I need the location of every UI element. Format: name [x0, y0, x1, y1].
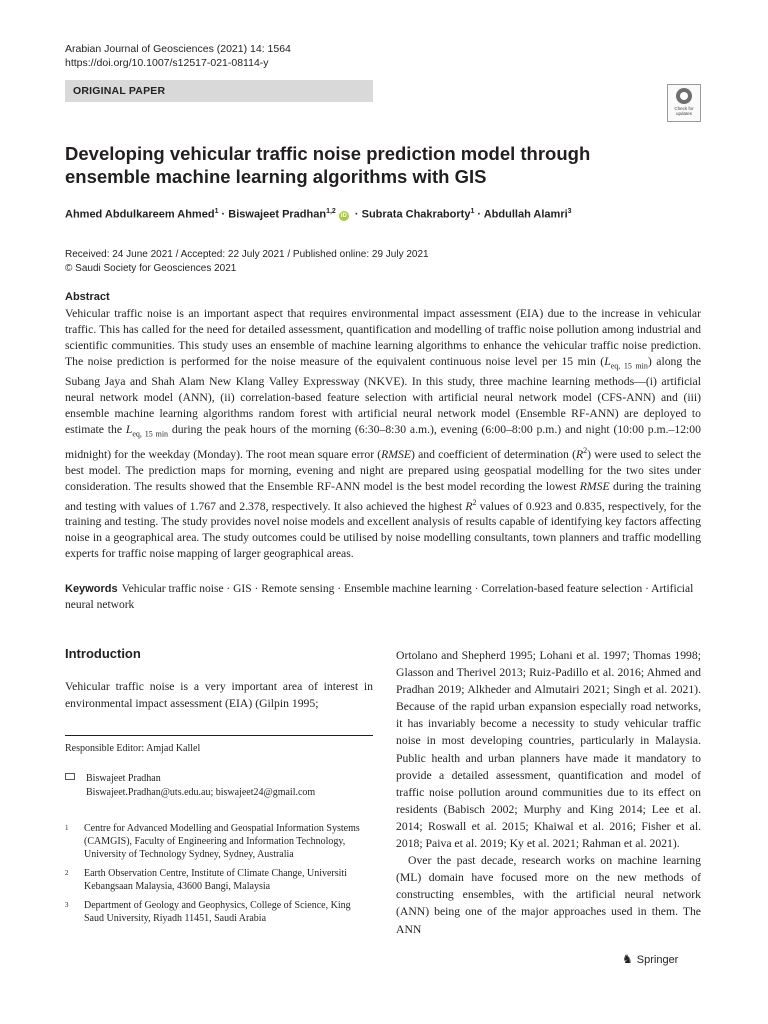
affiliation-text: Earth Observation Centre, Institute of Climate Change, Universiti Kebangsaan Malaysia, 43600 Bangi, Malaysia [84, 868, 347, 892]
leq-subscript: eq, 15 min [610, 361, 648, 371]
paper-title: Developing vehicular traffic noise prediction model through ensemble machine learning algorithms with GIS [65, 143, 591, 187]
introduction-heading: Introduction [65, 646, 141, 661]
abstract-text: values of 0.923 and 0.835, respectively, for the training and testing. The study provides novel noise models and excellent analysis of results capable of identifying key factors affecting noise in a geographical area. The study outcomes could be utilised by noise modelling consultants, town planners and traffic modelling experts for traffic noise mapping of larger geographical areas. [65, 499, 702, 561]
footnote-divider [65, 735, 373, 736]
publication-dates [65, 248, 429, 276]
author-separator: · [354, 208, 359, 221]
updates-circle [676, 88, 692, 104]
affiliation-number: 2 [65, 869, 69, 877]
orcid-icon[interactable]: iD [340, 212, 347, 219]
author-name[interactable]: Biswajeet Pradhan [228, 208, 327, 221]
corresponding-email[interactable]: Biswajeet.Pradhan@uts.edu.au; biswajeet24@gmail.com [86, 787, 316, 798]
intro-paragraph: Vehicular traffic noise is a very important area of interest in environmental impact assessment (EIA) (Gilpin 1995; [65, 680, 373, 711]
journal-citation: Arabian Journal of Geosciences (2021) 14: 1564 [65, 43, 291, 55]
doi-link[interactable]: https://doi.org/10.1007/s12517-021-08114-y [65, 57, 269, 69]
leq-symbol: L [125, 423, 133, 437]
affiliation-number: 3 [65, 901, 69, 909]
abstract-text: ) along the Subang Jaya and Shah Alam New Klang Valley Expressway (NKVE). In this study, three machine learning methods—(i) artificial neural network model (ANN), (ii) correlation-based feature selection with artificial neural network model (CFS-ANN) and (iii) ensemble machine learning algorithms random forest with artificial neural network model (Ensemble RF-ANN) are deployed to estimate the [65, 355, 702, 437]
affiliation-item [65, 822, 373, 861]
paper-type-badge: ORIGINAL PAPER [65, 80, 373, 102]
check-for-updates-icon[interactable] [667, 84, 701, 122]
corresponding-author: Biswajeet Pradhan [86, 773, 161, 784]
intro-paragraph: Ortolano and Shepherd 1995; Lohani et al. 1997; Thomas 1998; Glasson and Therivel 2013; Ruiz-Padillo et al. 2016; Ahmed and Pradhan 2019; Alkheder and Almutairi 2021; Singh et al. 2021). Because of the rapid urban expansion especially road networks, it has invariably become a necessity to study vehicular traffic noise in most developing countries, particularly in Malaysia. Public health and urban planners have made it mandatory to provide a detailed assessment, quantification and model of traffic noise pollution around communities due to its effect on residents (Babisch 2002; Murphy and King 2014; Lee et al. 2014; Roswall et al. 2015; Khaiwal et al. 2016; Fisher et al. 2018; Paiva et al. 2019; Ky et al. 2021; Rahman et al. 2021). [396, 649, 701, 851]
abstract-text: during the training and testing with values of 1.767 and 2.378, respectively. It also achieved the highest [65, 479, 701, 513]
left-column-text [65, 678, 373, 712]
affiliation-text: Centre for Advanced Modelling and Geospatial Information Systems (CAMGIS), Faculty of Engineering and Information Technology, University of Technology Sydney, Sydney, Australia [84, 823, 360, 860]
author-name[interactable]: Ahmed Abdulkareem Ahmed [65, 208, 215, 221]
rmse-term: RMSE [381, 447, 412, 461]
abstract-paragraph [65, 306, 701, 562]
dates-line: Received: 24 June 2021 / Accepted: 22 July 2021 / Published online: 29 July 2021 [65, 249, 429, 260]
author-affiliation: 3 [567, 208, 572, 215]
r-squared-exponent: 2 [472, 497, 477, 507]
springer-horse-icon: ♞ [622, 952, 633, 966]
author-list [65, 208, 572, 221]
envelope-icon [65, 773, 75, 780]
abstract-body [65, 306, 701, 562]
keywords-text: Vehicular traffic noise · GIS · Remote sensing · Ensemble machine learning · Correlation-based feature selection · Artificial neural network [65, 583, 694, 611]
abstract-text: ) and coefficient of determination ( [411, 447, 576, 461]
responsible-editor: Responsible Editor: Amjad Kallel [65, 743, 201, 754]
journal-header [65, 42, 291, 70]
author-affiliation: 1 [470, 208, 475, 215]
r-squared-symbol: R [575, 447, 584, 461]
author-separator: · [221, 208, 226, 221]
author-name[interactable]: Subrata Chakraborty [361, 208, 471, 221]
intro-paragraph: Over the past decade, research works on machine learning (ML) domain have focused more on the new methods of constructing ensembles, with the artificial neural network (ANN) being one of the major approaches used in them. The ANN [396, 854, 701, 936]
author-separator: · [477, 208, 482, 221]
keywords-label: Keywords [65, 583, 118, 595]
keywords [65, 581, 705, 613]
rmse-term: RMSE [579, 479, 610, 493]
author-affiliation: 1 [214, 208, 219, 215]
affiliation-number: 1 [65, 824, 69, 832]
check-for-updates-label: Check for updates [674, 106, 694, 116]
publisher-name: Springer [636, 954, 679, 966]
copyright-line: © Saudi Society for Geosciences 2021 [65, 263, 237, 274]
abstract-text: during the peak hours of the morning (6:30–8:30 a.m.), evening (6:00–8:00 p.m.) and night (10:00 p.m.–12:00 midnight) for the weekday (Monday). The root mean square error ( [65, 423, 701, 461]
leq-symbol: L [604, 355, 611, 368]
right-column-text [396, 647, 701, 938]
r-squared-symbol: R [465, 499, 473, 513]
author-name[interactable]: Abdullah Alamri [483, 208, 568, 221]
author-affiliation: 1,2 [326, 208, 336, 215]
abstract-text: Vehicular traffic noise is an important aspect that requires environmental impact assessment (EIA) due to the increase in vehicular traffic. This has called for the need for detailed assessment, quantification and modelling of traffic noise pollution among industrial and scientific communities. This study uses an ensemble of machine learning algorithms to enhance the vehicular traffic noise prediction. The noise prediction is performed for the noise measure of the equivalent continuous noise level per 15 min ( [65, 307, 701, 368]
abstract-text: ) were used to select the best model. The prediction maps for morning, evening and night are prepared using geospatial modelling for the two sites under consideration. The results showed that the Ensemble RF-ANN model is the best model recording the lowest [65, 447, 702, 493]
leq-subscript: eq, 15 min [132, 429, 169, 439]
abstract-heading: Abstract [65, 291, 110, 303]
r-squared-exponent: 2 [583, 445, 588, 455]
publisher-footer [622, 952, 678, 966]
affiliation-item [65, 899, 373, 925]
affiliation-text: Department of Geology and Geophysics, College of Science, King Saud University, Riyadh 11451, Saudi Arabia [84, 900, 351, 924]
correspondence [65, 772, 315, 800]
affiliation-item [65, 867, 373, 893]
